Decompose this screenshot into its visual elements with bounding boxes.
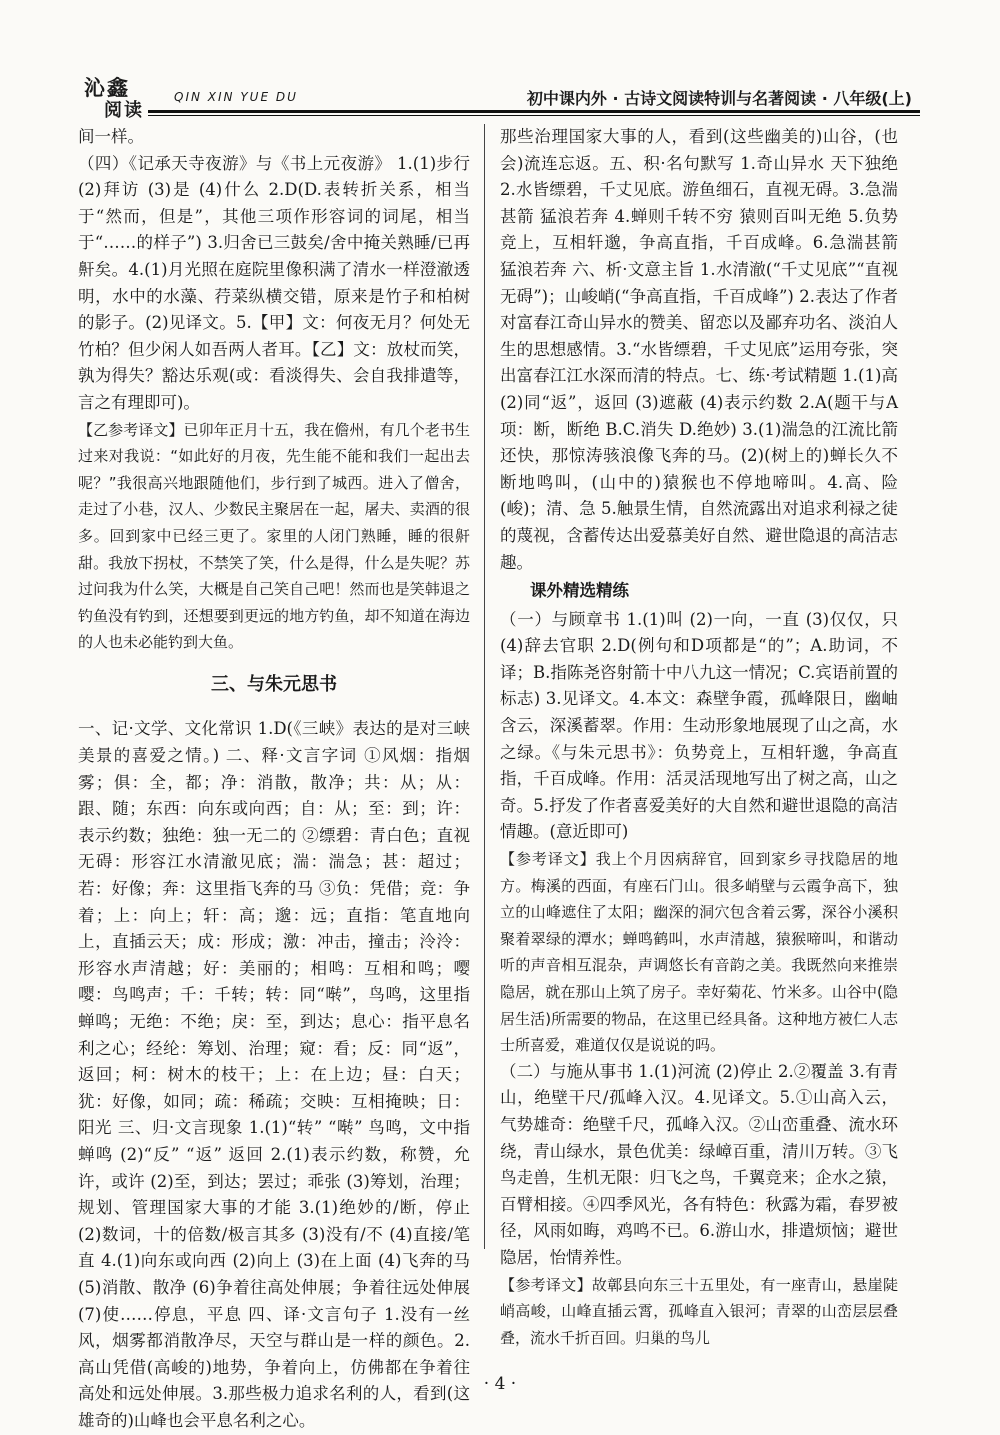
header-rule-thick — [148, 110, 920, 113]
right-translation-2: 【参考译文】故鄣县向东三十五里处，有一座青山，悬崖陡峭高峻，山峰直插云霄，孤峰直入银河；青翠的山峦层层叠叠，流水千折百回。归巢的鸟儿 — [500, 1275, 898, 1347]
right-column — [500, 124, 898, 1351]
header-rule-thin — [148, 115, 920, 116]
left-column — [78, 124, 470, 1435]
right-translation-1: 【参考译文】我上个月因病辞官，回到家乡寻找隐居的地方。梅溪的西面，有座石门山。很多峭壁与云霞争高下，独立的山峰遮住了太阳；幽深的洞穴包含着云雾，深谷小溪积聚着翠绿的潭水；蝉鸣鹤叫，水声清越，猿猴啼叫，和谐动听的声音相互混杂，声调悠长有音韵之美。我既然向来推崇隐居，就在那山上筑了房子。幸好菊花、竹米多。山谷中(隐居生活)所需要的物品，在这里已经具备。这种地方被仁人志士所喜爱，难道仅仅是说说的吗。 — [500, 850, 898, 1055]
left-paragraph-2: （四）《记承天寺夜游》与《书上元夜游》 1.(1)步行 (2)拜访 (3)是 (4)什么 2.D(D.表转折关系，相当于“然而，但是”，其他三项作形容词的词尾，相当于“……的样子”) 3.归舍已三鼓矣/舍中掩关熟睡/已再鼾矣。4.(1)月光照在庭院里像积满了清水一样澄澈透明，水中的水藻、荇菜纵横交错，原来是竹子和柏树的影子。(2)见译文。5.【甲】文：何夜无月？何处无竹柏？但少闲人如吾两人者耳。【乙】文：放杖而笑，孰为得失？豁达乐观(或：看淡得失、会自我排遣等，言之有理即可)。 — [78, 153, 470, 412]
right-paragraph-4: （二）与施从事书 1.(1)河流 (2)停止 2.②覆盖 3.有青山，绝壁干尺/孤峰入汉。4.见译文。5.①山高入云，气势雄奇：绝壁千尺，孤峰入汉。②山峦重叠、流水环绕，青山绿水，景色优美：绿嶂百重，清川万转。③飞鸟走兽，生机无限：归飞之鸟，千翼竞来；企水之猿，百臂相接。④四季风光，各有特色：秋露为霜，春罗被径，风雨如晦，鸡鸣不已。6.游山水，排遣烦恼；避世隐居，怡情养性。 — [500, 1061, 898, 1267]
left-paragraph-4: 一、记·文学、文化常识 1.D(《三峡》表达的是对三峡美景的喜爱之情。) 二、释·文言字词 ①风烟：指烟雾；俱：全，都；净：消散，散净；共：从；从：跟、随；东西：向东或向西；自：从；至：到；许：表示约数；独绝：独一无二的 ②缥碧：青白色；直视无碍：形容江水清澈见底；湍：湍急；甚：超过；若：好像；奔：这里指飞奔的马 ③负：凭借；竞：争着；上：向上；轩：高；邈：远；直指：笔直地向上，直插云天；成：形成；激：冲击，撞击；泠泠：形容水声清越；好：美丽的；相鸣：互相和鸣；嘤嘤：鸟鸣声；千：千转；转：同“啭”，鸟鸣，这里指蝉鸣；无绝：不绝；戾：至，到达；息心：指平息名利之心；经纶：筹划、治理；窥：看；反：同“返”，返回；柯：树木的枝干；上：在上边；昼：白天；犹：好像，如同；疏：稀疏；交映：互相掩映；日：阳光 三、归·文言现象 1.(1)“转” “啭” 鸟鸣，文中指蝉鸣 (2)“反” “返” 返回 2.(1)表示约数，称赞，允许，或许 (2)至，到达；罢过；乖张 (3)筹划，治理；规划、管理国家大事的才能 3.(1)绝妙的/断，停止 (2)数词，十的倍数/极言其多 (3)没有/不 (4)直接/笔直 4.(1)向东或向西 (2)向上 (3)在上面 (4)飞奔的马 (5)消散、散净 (6)争着往高处伸展；争着往远处伸展 (7)使……停息，平息 四、译·文言句子 1.没有一丝风，烟雾都消散净尽，天空与群山是一样的颜色。2.高山凭借(高峻的)地势，争着向上，仿佛都在争着往高处和远处伸展。3.那些极力追求名利的人，看到(这雄奇的)山峰也会平息名利之心。 — [78, 719, 470, 1430]
logo-line2: 阅读 — [104, 100, 144, 121]
right-paragraph-1: 那些治理国家大事的人，看到(这些幽美的)山谷，(也会)流连忘返。五、积·名句默写 1.奇山异水 天下独绝 2.水皆缥碧，千丈见底。游鱼细石，直视无碍。3.急湍甚箭 猛浪若奔 4.蝉则千转不穷 猿则百叫无绝 5.负势竞上，互相轩邈，争高直指，千百成峰。6.急湍甚箭 猛浪若奔 六、析·文意主旨 1.水清澈(“千丈见底”“直视无碍”)；山峻峭(“争高直指，千百成峰”) 2.表达了作者对富春江奇山异水的赞美、留恋以及鄙弃功名、淡泊人生的思想感情。3.“水皆缥碧，千丈见底”运用夸张，突出富春江江水深而清的特点。七、练·考试精题 1.(1)高 (2)同“返”，返回 (3)遮蔽 (4)表示约数 2.A(题干与A项：断，断绝 B.C.消失 D.绝妙) 3.(1)湍急的江流比箭还快，那惊涛骇浪像飞奔的马。(2)(树上的)蝉长久不断地鸣叫，(山中的)猿猴也不停地啼叫。4.高、险(峻)；清、急 5.触景生情，自然流露出对追求利禄之徒的蔑视，含蓄传达出爱慕美好自然、避世隐退的高洁志趣。 — [500, 127, 898, 572]
column-divider — [484, 124, 485, 1249]
page-number: · 4 · — [483, 1374, 517, 1394]
logo-pinyin: QIN XIN YUE DU — [174, 90, 298, 104]
page-header — [78, 70, 920, 120]
series-title: 初中课内外 · 古诗文阅读特训与名著阅读 · 八年级(上) — [526, 89, 912, 108]
right-paragraph-2: （一）与顾章书 1.(1)叫 (2)一向，一直 (3)仅仅，只 (4)辞去官职 2.D(例句和D项都是“的”；A.助词，不译；B.指陈尧咨射箭十中八九这一情况；C.宾语前置的标志) 3.见译文。4.本文：森壁争霞，孤峰限日，幽岫含云，深溪蓄翠。作用：生动形象地展现了山之高，水之绿。《与朱元思书》：负势竞上，互相轩邈，争高直指，千百成峰。作用：活灵活现地写出了树之高，山之奇。5.抒发了作者喜爱美好的大自然和避世退隐的高洁情趣。(意近即可) — [500, 609, 898, 842]
logo-line1: 沁鑫 — [84, 76, 130, 100]
left-paragraph-1: 间一样。 — [78, 127, 144, 146]
extra-practice-title: 课外精选精练 — [530, 581, 629, 601]
section-title: 三、与朱元思书 — [211, 673, 337, 695]
left-translation: 【乙参考译文】已卯年正月十五，我在儋州，有几个老书生过来对我说：“如此好的月夜，先生能不能和我们一起出去呢？”我很高兴地跟随他们，步行到了城西。进入了僧舍，走过了小巷，汉人、少数民主聚居在一起，屠夫、卖酒的很多。回到家中已经三更了。家里的人闭门熟睡，睡的很鼾甜。我放下拐杖，不禁笑了笑，什么是得，什么是失呢？苏过问我为什么笑，大概是自己笑自己吧！然而也是笑韩退之钓鱼没有钓到，还想要到更远的地方钓鱼，却不知道在海边的人也未必能钓到大鱼。 — [78, 420, 470, 652]
